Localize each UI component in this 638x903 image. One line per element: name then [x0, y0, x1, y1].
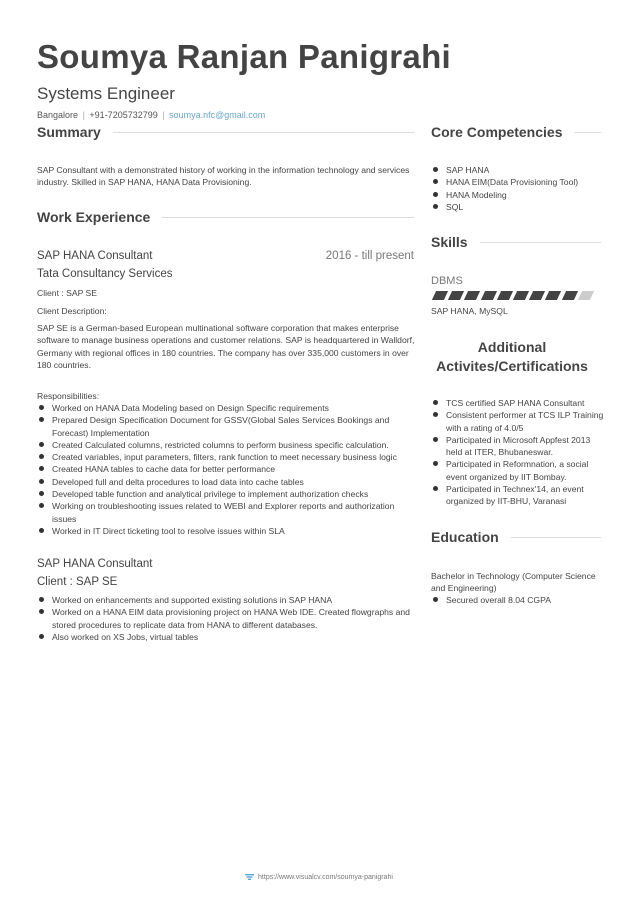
summary-heading: Summary: [37, 124, 113, 140]
list-item: Worked in IT Direct ticketing tool to resolve issues within SLA: [37, 525, 419, 537]
visualcv-logo-icon: [245, 874, 254, 880]
skill-list: SAP HANA, MySQL: [431, 306, 508, 316]
location: Bangalore: [37, 110, 79, 120]
separator: |: [82, 110, 85, 120]
email-link[interactable]: soumya.nfc@gmail.com: [169, 110, 266, 120]
skill-level-segment: [432, 291, 448, 300]
skill-level-segment: [578, 291, 594, 300]
list-item: Working on troubleshooting issues related to WEBI and Explorer reports and authorization issues: [37, 500, 419, 525]
list-item: Developed full and delta procedures to load data into cache tables: [37, 476, 419, 488]
job2-title: SAP HANA Consultant: [37, 558, 153, 570]
list-item: SAP HANA: [431, 164, 611, 176]
education-degree: Bachelor in Technology (Computer Science and Engineering): [431, 571, 596, 594]
certifications-heading-line1: Additional: [477, 339, 547, 355]
certifications-heading: [431, 338, 593, 376]
skill-level-bar: [431, 291, 597, 301]
education-heading: Education: [431, 529, 511, 545]
list-item: Consistent performer at TCS ILP Training with a rating of 4.0/5: [431, 409, 607, 434]
job1-client-desc-label: Client Description:: [37, 306, 107, 316]
list-item: Worked on a HANA EIM data provisioning project on HANA Web IDE. Created flowgraphs and stored procedures to replicate data from HANA to different databases.: [37, 606, 421, 631]
skill-level-segment: [545, 291, 561, 300]
job1-client: Client : SAP SE: [37, 288, 98, 298]
competencies-list: [431, 164, 611, 213]
job2-items: [37, 594, 421, 643]
list-item: Created variables, input parameters, filters, rank function to meet necessary business logic: [37, 451, 419, 463]
skill-level-segment: [561, 291, 577, 300]
job1-responsibilities: [37, 402, 419, 537]
job2-client: Client : SAP SE: [37, 576, 118, 588]
list-item: Participated in Reformnation, a social event organized by IIT Bombay.: [431, 458, 607, 483]
skill-level-segment: [529, 291, 545, 300]
job-title: Systems Engineer: [37, 84, 175, 103]
certifications-list: [431, 397, 607, 508]
list-item: Created Calculated columns, restricted columns to perform business specific calculation.: [37, 439, 419, 451]
list-item: Developed table function and analytical privilege to implement authorization checks: [37, 488, 419, 500]
work-experience-heading: Work Experience: [37, 209, 162, 225]
list-item: Created HANA tables to cache data for better performance: [37, 463, 419, 475]
list-item: Also worked on XS Jobs, virtual tables: [37, 631, 421, 643]
skill-level-segment: [513, 291, 529, 300]
certifications-heading-line2: Activites/Certifications: [436, 358, 588, 374]
core-competencies-heading: Core Competencies: [431, 124, 574, 140]
separator: |: [162, 110, 165, 120]
list-item: Participated in Technex'14, an event organized by IIT-BHU, Varanasi: [431, 483, 607, 508]
job1-company: Tata Consultancy Services: [37, 268, 173, 280]
phone: +91-7205732799: [89, 110, 158, 120]
job1-dates: 2016 - till present: [325, 250, 414, 262]
list-item: TCS certified SAP HANA Consultant: [431, 397, 607, 409]
skill-category: DBMS: [431, 275, 463, 287]
education-list: [431, 594, 607, 606]
list-item: Prepared Design Specification Document for GSSV(Global Sales Services Bookings and Forecast) Implementation: [37, 414, 419, 439]
list-item: SQL: [431, 201, 611, 213]
summary-text: SAP Consultant with a demonstrated history of working in the information technology and services industry. Skilled in SAP HANA, HANA Data Provisioning.: [37, 165, 410, 188]
footer: [0, 874, 638, 881]
list-item: Worked on enhancements and supported existing solutions in SAP HANA: [37, 594, 421, 606]
candidate-name: Soumya Ranjan Panigrahi: [37, 38, 452, 75]
skill-level-segment: [448, 291, 464, 300]
skills-heading: Skills: [431, 234, 480, 250]
skill-level-segment: [464, 291, 480, 300]
contact-line: [37, 110, 265, 120]
skill-level-segment: [497, 291, 513, 300]
list-item: Worked on HANA Data Modeling based on Design Specific requirements: [37, 402, 419, 414]
list-item: Participated in Microsoft Appfest 2013 held at ITER, Bhubaneswar.: [431, 434, 607, 459]
job1-resp-label: Responsibilities:: [37, 391, 100, 401]
job1-title: SAP HANA Consultant: [37, 250, 153, 262]
list-item: HANA Modeling: [431, 189, 611, 201]
skill-level-segment: [480, 291, 496, 300]
footer-url[interactable]: https://www.visualcv.com/soumya-panigrahi: [258, 874, 393, 881]
job1-client-desc: SAP SE is a German-based European multinational software corporation that makes enterprise software to manage business operations and customer relations. SAP is headquartered in Walldorf, Germany with regional offices in 180 countries. The company has over 335,000 customers in over 180 countries.: [37, 323, 415, 370]
list-item: HANA EIM(Data Provisioning Tool): [431, 176, 611, 188]
list-item: Secured overall 8.04 CGPA: [431, 594, 607, 606]
